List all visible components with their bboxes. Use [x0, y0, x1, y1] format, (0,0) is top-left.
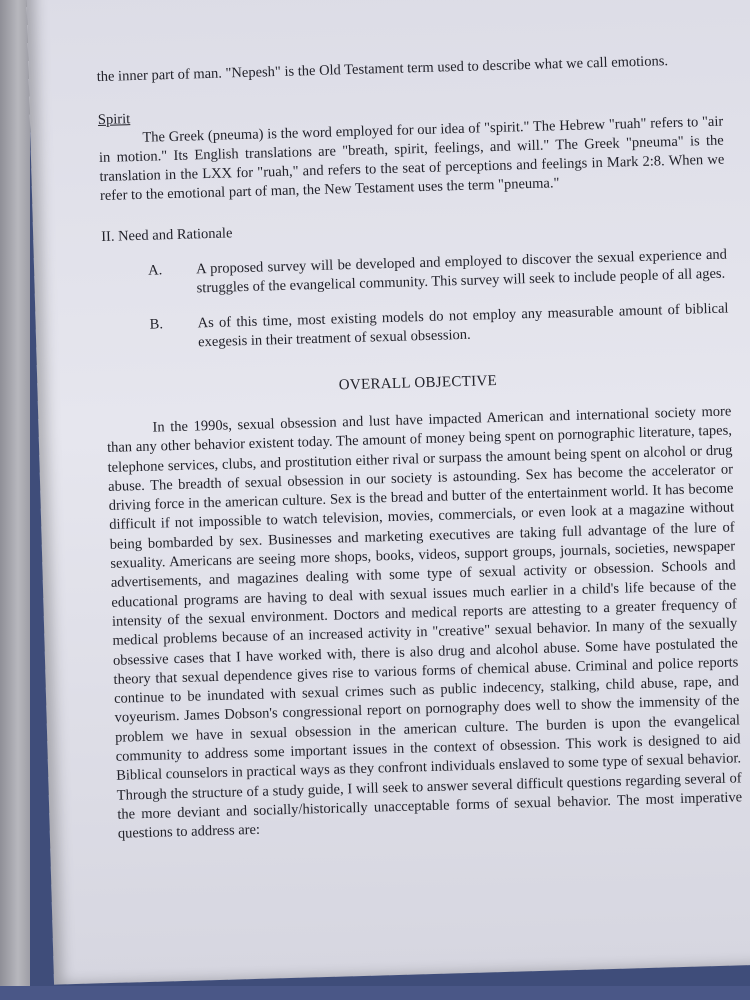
section-heading: OVERALL OBJECTIVE — [338, 373, 498, 394]
intro-paragraph: the inner part of man. "Nepesh" is the Old Testament term used to describe what we call emotions. — [96, 53, 669, 86]
spirit-definition: The Greek (pneuma) is the word employed for our idea of "spirit." The Hebrew "ruah" refers to "air in motion." Its English translations are "breath, spirit, feelings, and will." The Greek "pneuma" is the translation in the LXX for "ruah," and refers to the seat of perceptions and feelings in Mark 2:8. When we refer to the emotional part of man, the New Testament uses the term "pneuma." — [98, 113, 725, 205]
body-paragraph: In the 1990s, sexual obsession and lust have impacted American and international society more than any other behavior existent today. The amount of money being spent on pornographic literature, tapes, telephone services, clubs, and prostitution either rival or surpass the amount being spent on alcohol or drug abuse. The breadth of sexual obsession in our society is astounding. Sex has become the accelerator or driving force in the american culture. Sex is the bread and butter of the entertainment world. It has become difficult if not impossible to watch television, movies, commercials, or even look at a magazine without being bombarded by sex. Businesses and marketing executives are taking full advantage of the lure of sexuality. Americans are seeing more shops, books, videos, support groups, journals, societies, newspaper advertisements, and magazines dealing with some type of sexual activity or obsession. Schools and educational programs are having to deal with sexual issues much earlier in a child's life because of the intensity of the sexual environment. Doctors and medical reports are attesting to a greater frequency of medical problems because of an increased activity in "creative" sexual behavior. In many of the sexually obsessive cases that I have worked with, there is also drug and alcohol abuse. Some have postulated the theory that sexual dependence gives rise to various forms of chemical abuse. Criminal and police reports continue to be inundated with sexual crimes such as public indecency, stalking, child abuse, rape, and voyeurism. James Dobson's congressional report on pornography does well to show the immensity of the problem we have in sexual obsession in the american culture. The burden is upon the evangelical community to address some important issues in the context of obsession. This work is designed to aid Biblical counselors in practical ways as they confront individuals enslaved to some type of sexual behavior. Through the structure of a study guide, I will seek to answer several difficult questions regarding several of the more deviant and socially/historically unacceptable forms of sexual behavior. The most imperative questions to address are: — [106, 403, 743, 842]
list-item — [103, 300, 729, 355]
background-surface — [0, 986, 750, 1000]
list-item-letter: A. — [147, 262, 163, 279]
document-page — [26, 0, 750, 985]
list-item-letter: B. — [149, 316, 164, 333]
list-item — [102, 246, 728, 301]
list-item-text: As of this time, most existing models do not employ any measurable amount of biblical exegesis in their treatment of sexual obsession. — [197, 300, 729, 351]
list-item-text: A proposed survey will be developed and employed to discover the sexual experience and struggles of the evangelical community. This survey will seek to include people of all ages. — [195, 246, 728, 297]
section-title: II. Need and Rationale — [100, 225, 233, 245]
facing-page-edge — [0, 0, 30, 1000]
spirit-term: Spirit — [97, 111, 131, 129]
page-content — [96, 51, 742, 845]
